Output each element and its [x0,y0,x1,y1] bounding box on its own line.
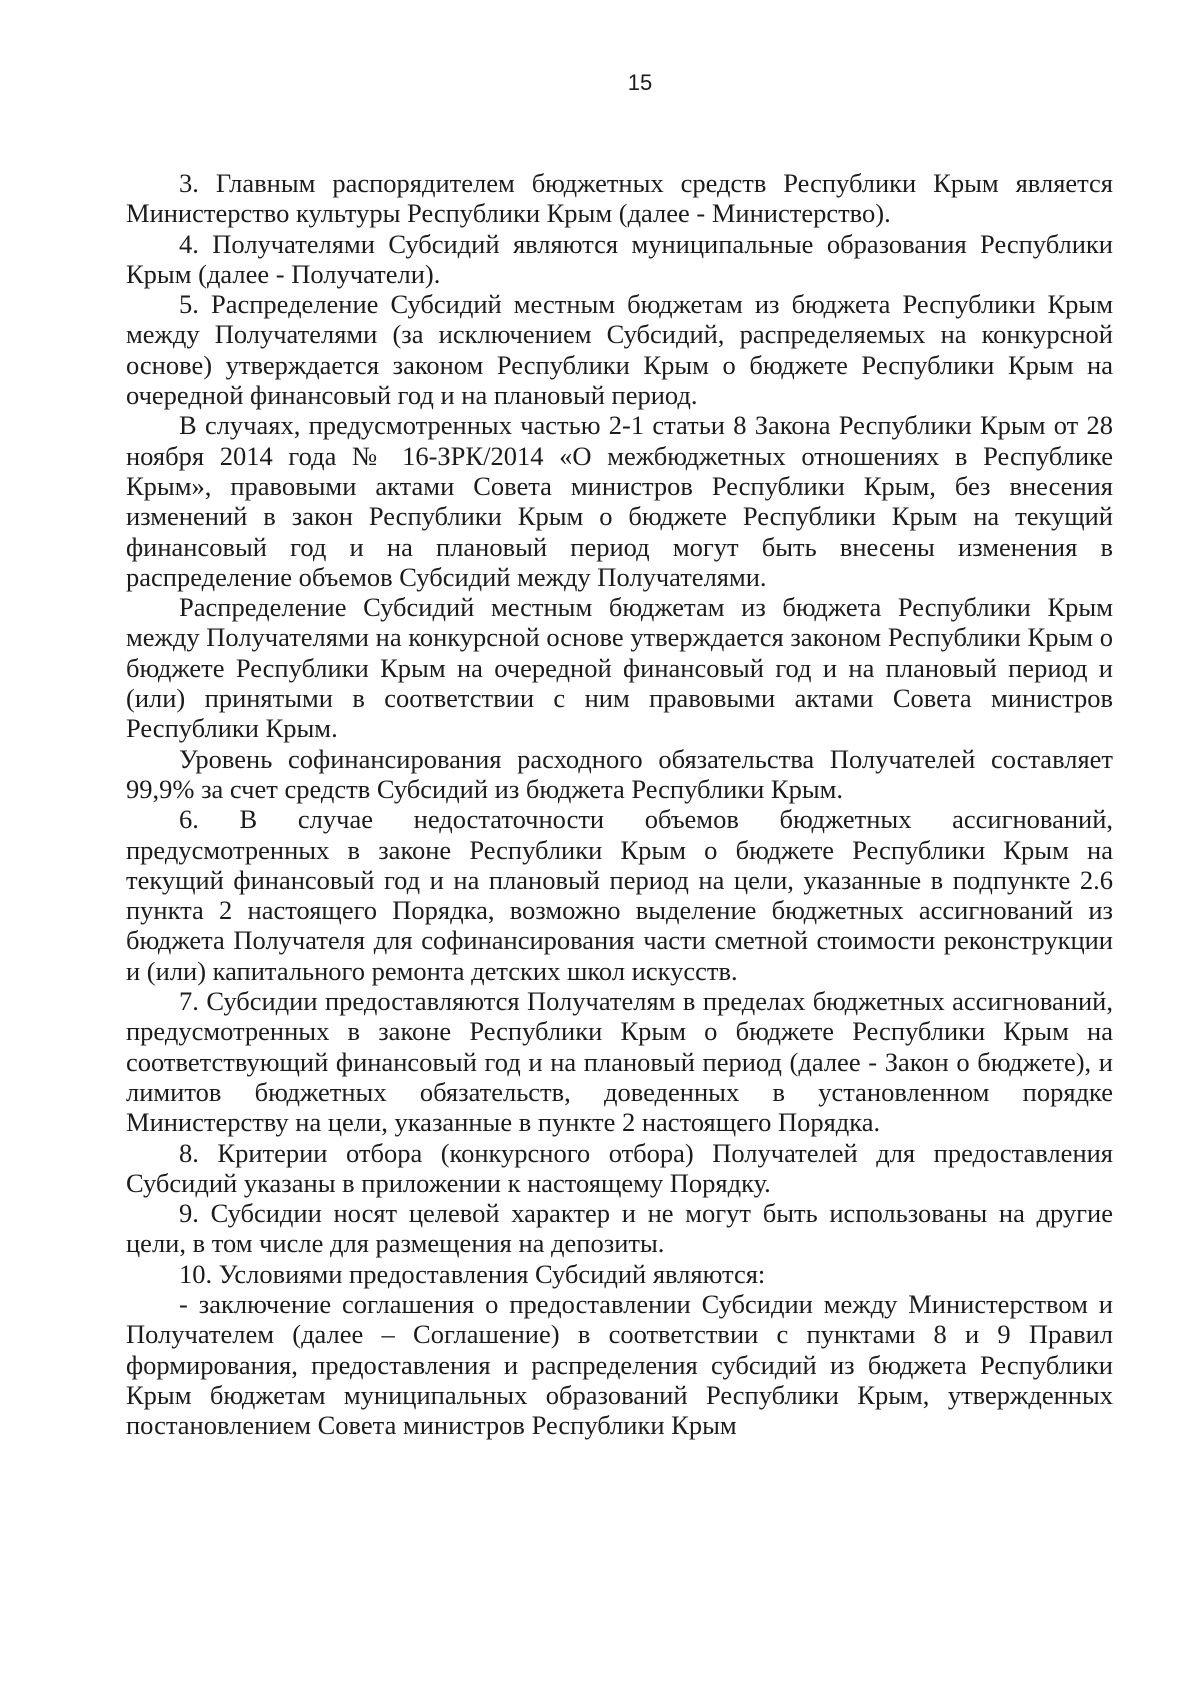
page-number: 15 [627,70,653,95]
paragraph-9: 9. Субсидии носят целевой характер и не могут быть использованы на другие цели, в том числе для размещения на депозиты. [126,1198,1113,1259]
paragraph-5: 5. Распределение Субсидий местным бюджетам из бюджета Республики Крым между Получателями (за исключением Субсидий, распределяемых на конкурсной основе) утверждается законом Республики Крым о бюджете Республики Крым на очередной финансовый год и на плановый период. [126,289,1113,411]
paragraph-6: 6. В случае недостаточности объемов бюджетных ассигнований, предусмотренных в законе Республики Крым о бюджете Республики Крым на текущий финансовый год и на плановый период на цели, указанные в подпункте 2.6 пункта 2 настоящего Порядка, возможно выделение бюджетных ассигнований из бюджета Получателя для софинансирования части сметной стоимости реконструкции и (или) капитального ремонта детских школ искусств. [126,804,1113,986]
paragraph-10: 10. Условиями предоставления Субсидий являются: [179,1258,766,1289]
paragraph-3: 3. Главным распорядителем бюджетных средств Республики Крым является Министерство культуры Республики Крым (далее - Министерство). [126,168,1113,229]
paragraph-5-competitive: Распределение Субсидий местным бюджетам из бюджета Республики Крым между Получателями на конкурсной основе утверждается законом Республики Крым о бюджете Республики Крым на очередной финансовый год и на плановый период и (или) принятыми в соответствии с ним правовыми актами Совета министров Республики Крым. [126,592,1113,744]
paragraph-8: 8. Критерии отбора (конкурсного отбора) Получателей для предоставления Субсидий указаны в приложении к настоящему Порядку. [126,1137,1113,1198]
paragraph-5-cases: В случаях, предусмотренных частью 2-1 статьи 8 Закона Республики Крым от 28 ноября 2014 года № 16-ЗРК/2014 «О межбюджетных отношениях в Республике Крым», правовыми актами Совета министров Республики Крым, без внесения изменений в закон Республики Крым о бюджете Республики Крым на текущий финансовый год и на плановый период могут быть внесены изменения в распределение объемов Субсидий между Получателями. [126,410,1113,592]
document-body [126,168,1113,1440]
paragraph-7: 7. Субсидии предоставляются Получателям в пределах бюджетных ассигнований, предусмотренных в законе Республики Крым о бюджете Республики Крым на соответствующий финансовый год и на плановый период (далее - Закон о бюджете), и лимитов бюджетных обязательств, доведенных в установленном порядке Министерству на цели, указанные в пункте 2 настоящего Порядка. [126,986,1113,1138]
paragraph-4: 4. Получателями Субсидий являются муниципальные образования Республики Крым (далее - Получатели). [126,228,1113,289]
paragraph-5-cofinancing: Уровень софинансирования расходного обязательства Получателей составляет 99,9% за счет средств Субсидий из бюджета Республики Крым. [126,743,1113,804]
paragraph-10-agreement: - заключение соглашения о предоставлении Субсидии между Министерством и Получателем (далее – Соглашение) в соответствии с пунктами 8 и 9 Правил формирования, предоставления и распределения субсидий из бюджета Республики Крым бюджетам муниципальных образований Республики Крым, утвержденных постановлением Совета министров Республики Крым [126,1288,1113,1441]
